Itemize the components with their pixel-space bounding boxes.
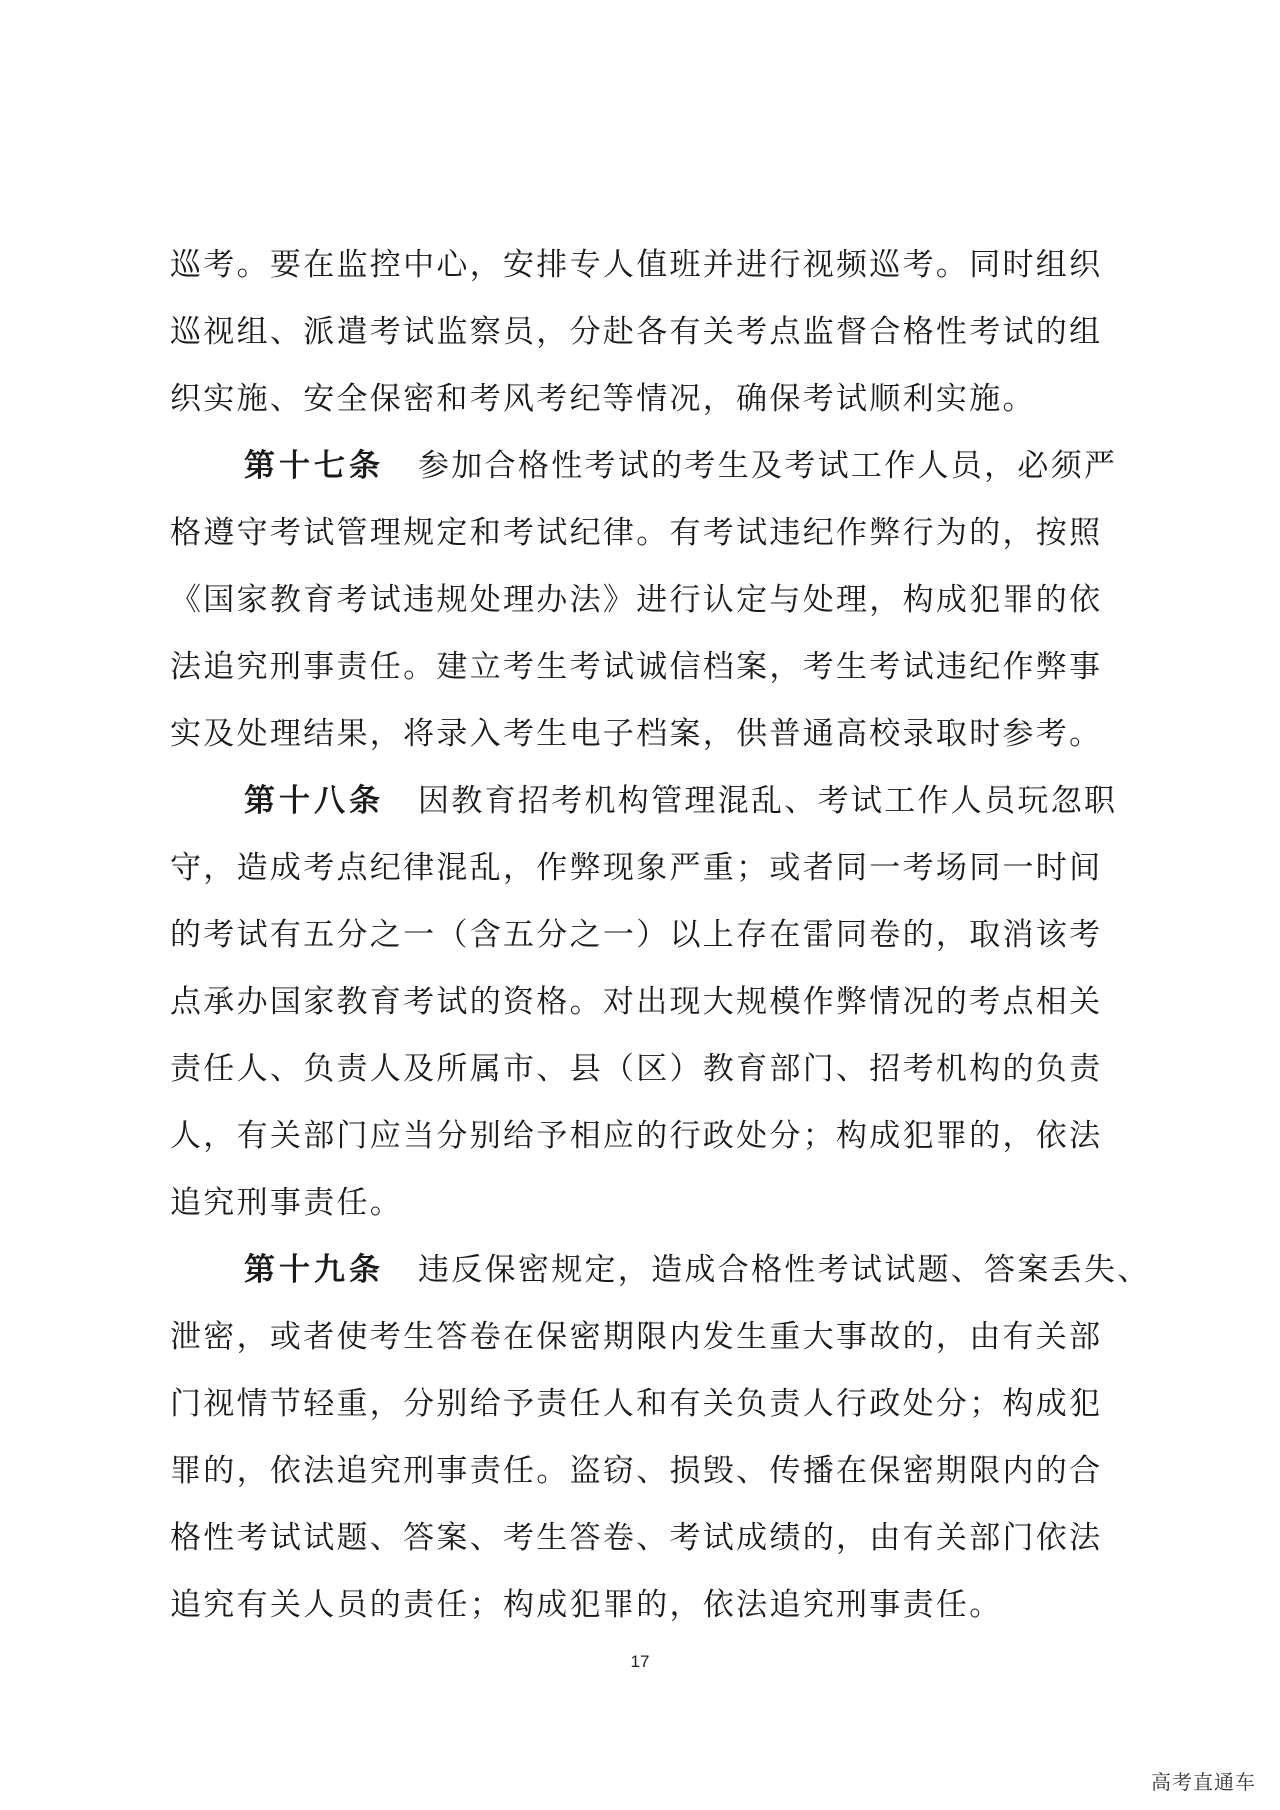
- text-line: 巡考。要在监控中心，安排专人值班并进行视频巡考。同时组织: [170, 247, 1103, 283]
- article-heading: 第十七条: [244, 448, 384, 484]
- text-line: 格遵守考试管理规定和考试纪律。有考试违纪作弊行为的，按照: [170, 515, 1103, 551]
- document-body: [170, 232, 1151, 1639]
- article-text: 参加合格性考试的考生及考试工作人员，必须严: [418, 448, 1118, 484]
- text-line: 泄密，或者使考生答卷在保密期限内发生重大事故的，由有关部: [170, 1319, 1103, 1355]
- text-line: 人，有关部门应当分别给予相应的行政处分；构成犯罪的，依法: [170, 1118, 1103, 1154]
- page-number: 17: [630, 1652, 650, 1671]
- article-17: [170, 433, 1120, 768]
- text-line: 格性考试试题、答案、考生答卷、考试成绩的，由有关部门依法: [170, 1520, 1103, 1556]
- text-line: 织实施、安全保密和考风考纪等情况，确保考试顺利实施。: [170, 381, 1036, 417]
- article-first-line: [170, 1237, 1151, 1304]
- text-line: 实及处理结果，将录入考生电子档案，供普通高校录取时参考。: [170, 716, 1103, 752]
- article-text: 违反保密规定，造成合格性考试试题、答案丢失、: [418, 1252, 1151, 1288]
- article-heading: 第十八条: [244, 783, 384, 819]
- text-line: 守，造成考点纪律混乱，作弊现象严重；或者同一考场同一时间: [170, 850, 1103, 886]
- text-line: 罪的，依法追究刑事责任。盗窃、损毁、传播在保密期限内的合: [170, 1453, 1103, 1489]
- text-line: 巡视组、派遣考试监察员，分赴各有关考点监督合格性考试的组: [170, 314, 1103, 350]
- article-first-line: [170, 433, 1120, 500]
- text-line: 法追究刑事责任。建立考生考试诚信档案，考生考试违纪作弊事: [170, 649, 1103, 685]
- text-line: 点承办国家教育考试的资格。对出现大规模作弊情况的考点相关: [170, 984, 1103, 1020]
- article-19: [170, 1237, 1151, 1639]
- text-line: 追究有关人员的责任；构成犯罪的，依法追究刑事责任。: [170, 1587, 1003, 1623]
- article-heading: 第十九条: [244, 1252, 384, 1288]
- text-line: 责任人、负责人及所属市、县（区）教育部门、招考机构的负责: [170, 1051, 1103, 1087]
- text-line: 门视情节轻重，分别给予责任人和有关负责人行政处分；构成犯: [170, 1386, 1103, 1422]
- text-line: 追究刑事责任。: [170, 1185, 404, 1221]
- article-text: 因教育招考机构管理混乱、考试工作人员玩忽职: [418, 783, 1118, 819]
- paragraph-continuation: [170, 232, 1120, 433]
- watermark-text: 高考直通车: [1151, 1770, 1256, 1794]
- article-18: [170, 768, 1120, 1237]
- text-line: 的考试有五分之一（含五分之一）以上存在雷同卷的，取消该考: [170, 917, 1103, 953]
- text-line: 《国家教育考试违规处理办法》进行认定与处理，构成犯罪的依: [170, 582, 1103, 618]
- article-first-line: [170, 768, 1120, 835]
